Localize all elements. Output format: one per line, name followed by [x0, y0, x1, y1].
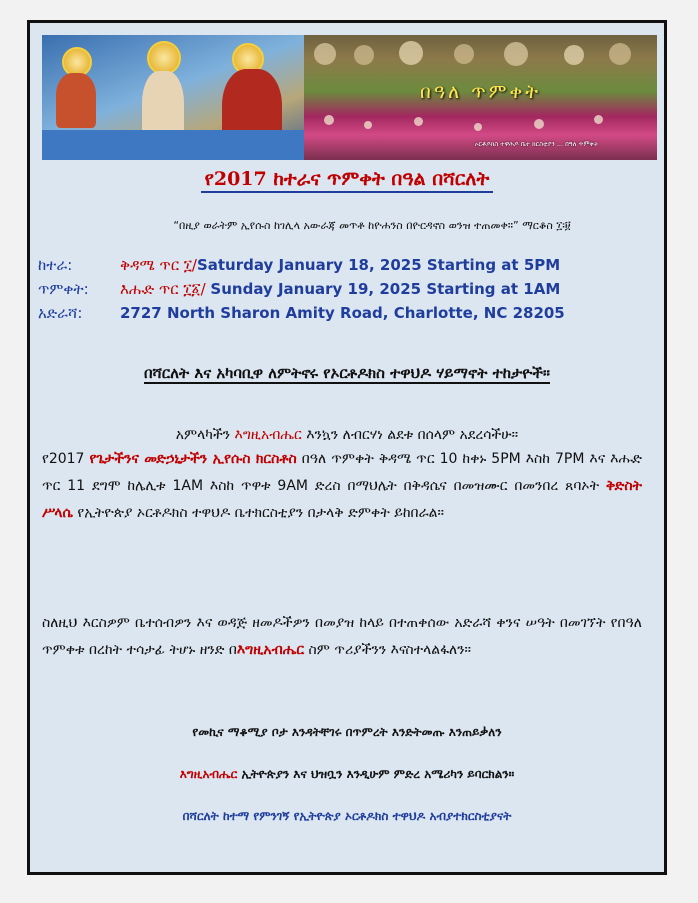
p2-c: ስም ጥሪያችንን እናስተላልፋለን። — [304, 642, 472, 658]
timket-label: ጥምቀት: — [38, 280, 89, 298]
greeting-pre: አምላካችን — [175, 427, 235, 443]
signature-line: በሻርለት ከተማ የምንገኝ የኢትዮጵያ ኦርቶዶክስ ተዋህዶ አብያተክርስቲያናት — [182, 809, 512, 823]
p2-highlight: እግዚአብሔር — [236, 642, 305, 658]
timket-date — [120, 277, 560, 301]
halo-icon — [147, 41, 181, 75]
ketera-label: ከተራ: — [38, 256, 73, 274]
greeting-post: እንኳን ለብርሃነ ልደቱ በሰላም አደረሳችሁ። — [301, 427, 519, 443]
timket-row — [38, 277, 565, 301]
banner-title: በዓለ ጥምቀት — [419, 81, 542, 103]
blessing-line — [30, 767, 664, 782]
address-label: አድራሻ: — [38, 304, 83, 322]
p1-c: በዓለ ጥምቀት ቅዳሜ ጥር 10 ከቀኑ 5PM እስከ 7PM እና እሑድ ጥር 11 ደግሞ ከሌሊቱ 1AM እስከ ጥዋቱ 9AM ድረስ በማህሌት በቅዳሴና በመዝሙር በመንበረ ጸባኦት — [42, 451, 642, 494]
announcement-paragraph — [42, 446, 642, 527]
ketera-eth-date: ቅዳሜ ጥር ፲/ — [120, 256, 197, 274]
ketera-date — [120, 253, 560, 277]
page-title-text: የ2017 ከተራና ጥምቀት በዓል በሻርለት — [201, 168, 494, 193]
audience-heading-text: በሻርለት እና አካባቢዋ ለምትኖሩ የኦርቶዶክስ ተዋህዶ ሃይማኖት ተከታዮች። — [143, 364, 551, 382]
greeting — [30, 427, 664, 443]
event-info — [38, 253, 565, 325]
banner-caption: ኦርቶዶክስ ተዋሕዶ ቤተ ክርስቲያን ... በዓለ ጥምቀት — [474, 140, 599, 148]
scripture-quote: “በዚያ ወራትም ኢየሱስ ከገሊላ አውራጃ መጥቶ ከዮሐንስ በዮርዳኖስ ወንዝ ተጠመቀ።” ማርቆስ ፲፡፱ — [173, 219, 571, 232]
parking-note: የመኪና ማቆሚያ ቦታ እንዳትቸገሩ በጥምረት እንድትመጡ እንጠይቃለን — [192, 725, 502, 739]
flyer — [27, 20, 667, 875]
p1-highlight-christ: የጌታችንና መድኃኒታችን ኢየሱስ ክርስቶስ — [89, 451, 297, 467]
ketera-row — [38, 253, 565, 277]
river-jordan — [42, 130, 304, 160]
invitation-paragraph — [42, 610, 642, 664]
address-row — [38, 301, 565, 325]
p1-e: የኢትዮጵያ ኦርቶዶክስ ተዋህዶ ቤተክርስቲያን በታላቅ ድምቀት ይከበራል። — [72, 505, 445, 521]
p1-highlight-church: ቅድስት ሥላሴ — [42, 478, 642, 521]
audience-heading — [30, 364, 664, 382]
blessing-highlight: እግዚአብሔር — [179, 767, 238, 781]
header-banner — [42, 35, 657, 160]
blessing-text: ኢትዮጵያን እና ህዝቧን እንዲሁም ምድረ አሜሪካን ይባርክልን። — [237, 767, 515, 781]
p2-a: ስለዚህ እርስዎም ቤተሰብዎን እና ወዳጅ ዘመዶችዎን በመያዝ ከላይ በተጠቀሰው አድራሻ ቀንና ሠዓት በመገኘት የበዓለ ጥምቀቱ በረከት ተሳታፊ ትሆኑ ዘንድ በ — [42, 615, 642, 658]
ketera-date-text: Saturday January 18, 2025 Starting at 5PM — [196, 256, 561, 274]
angel-figure — [56, 73, 96, 128]
timket-date-text: Sunday January 19, 2025 Starting at 1AM — [210, 280, 561, 298]
page-title — [30, 168, 664, 190]
address-value: 2727 North Sharon Amity Road, Charlotte, NC 28205 — [120, 304, 565, 322]
greeting-highlight: እግዚአብሔር — [234, 427, 302, 443]
celebration-photo — [304, 35, 657, 160]
baptism-icon-painting — [42, 35, 304, 160]
timket-eth-date: እሑድ ጥር ፲፩/ — [120, 280, 211, 298]
p1-a: የ2017 — [42, 451, 90, 467]
